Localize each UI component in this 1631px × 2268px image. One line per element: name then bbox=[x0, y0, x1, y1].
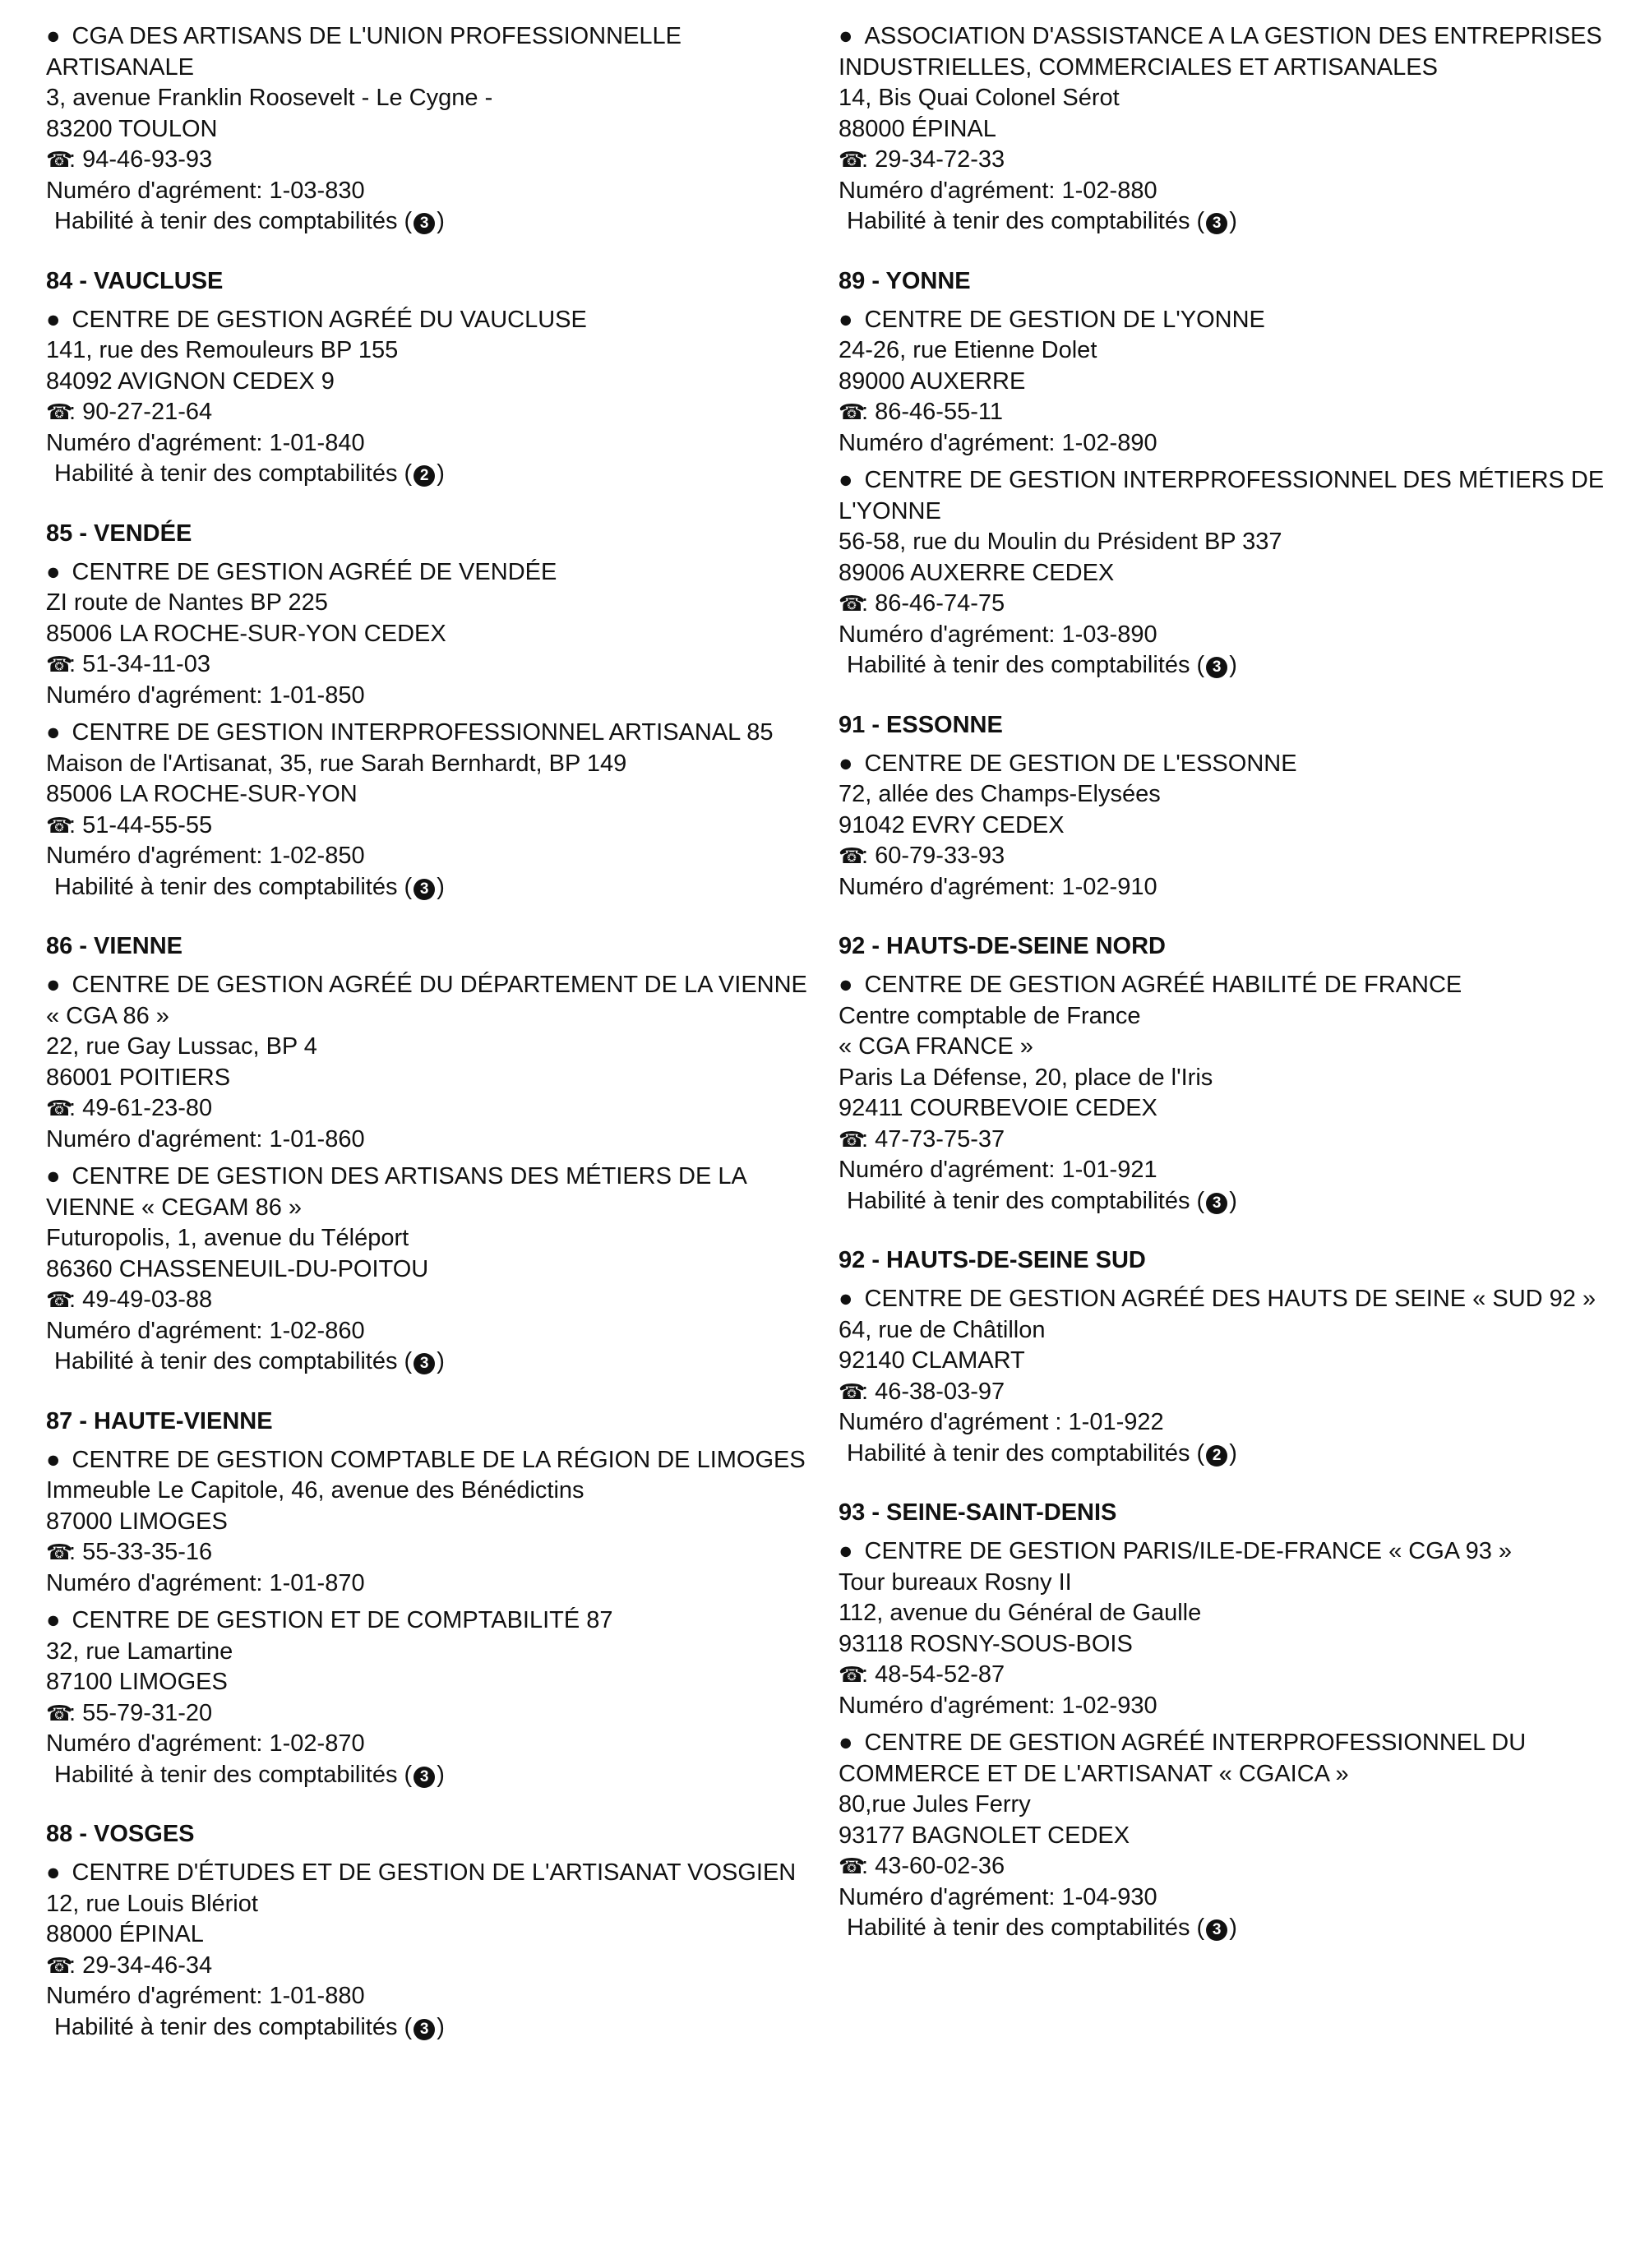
circled-number-badge: 3 bbox=[414, 1767, 435, 1788]
phone-number: : 29-34-46-34 bbox=[69, 1952, 213, 1979]
telephone-icon: ☎ bbox=[46, 147, 73, 172]
center-entry bbox=[46, 970, 819, 1155]
bullet-icon: ● bbox=[46, 558, 61, 585]
phone-line bbox=[46, 145, 819, 176]
address-line: 87000 LIMOGES bbox=[46, 1508, 228, 1535]
phone-number: : 29-34-72-33 bbox=[862, 146, 1005, 173]
phone-number: : 94-46-93-93 bbox=[69, 146, 213, 173]
phone-line bbox=[46, 1698, 819, 1730]
habilite-close: ) bbox=[1229, 652, 1237, 678]
agrement-number: Numéro d'agrément: 1-02-860 bbox=[46, 1317, 365, 1344]
address-line: 92411 COURBEVOIE CEDEX bbox=[839, 1095, 1157, 1121]
agrement-number: Numéro d'agrément : 1-01-922 bbox=[839, 1409, 1164, 1435]
phone-number: : 49-61-23-80 bbox=[69, 1095, 213, 1121]
circled-number-badge: 3 bbox=[414, 1353, 435, 1374]
address-line: Tour bureaux Rosny II bbox=[839, 1568, 1072, 1596]
circled-number-badge: 3 bbox=[1206, 1193, 1227, 1214]
center-entry bbox=[46, 1445, 819, 1600]
bullet-icon: ● bbox=[46, 972, 61, 998]
center-name: CENTRE DE GESTION DE L'ESSONNE bbox=[864, 750, 1297, 777]
circled-number-badge: 3 bbox=[414, 879, 435, 900]
center-entry bbox=[839, 749, 1611, 903]
center-name-line bbox=[46, 970, 819, 1032]
department-heading: 84 - VAUCLUSE bbox=[46, 267, 224, 294]
center-entry bbox=[839, 1536, 1611, 1721]
habilite-text: Habilité à tenir des comptabilités ( bbox=[847, 1187, 1205, 1214]
habilite-text: Habilité à tenir des comptabilités ( bbox=[847, 1439, 1205, 1467]
phone-number: : 43-60-02-36 bbox=[862, 1853, 1005, 1879]
habilite-close: ) bbox=[1229, 1915, 1237, 1941]
habilite-close: ) bbox=[1229, 1187, 1237, 1214]
phone-line bbox=[839, 1125, 1611, 1156]
agrement-number: Numéro d'agrément: 1-03-890 bbox=[839, 621, 1157, 648]
address-line: Centre comptable de France bbox=[839, 1002, 1141, 1029]
address-line: 93177 BAGNOLET CEDEX bbox=[839, 1822, 1130, 1849]
address-line: 84092 AVIGNON CEDEX 9 bbox=[46, 367, 335, 395]
phone-number: : 48-54-52-87 bbox=[862, 1661, 1005, 1688]
habilite-close: ) bbox=[437, 1348, 445, 1374]
department-heading: 89 - YONNE bbox=[839, 267, 971, 294]
habilite-close: ) bbox=[1229, 1439, 1237, 1467]
department-section bbox=[46, 931, 819, 1378]
habilite-text: Habilité à tenir des comptabilités ( bbox=[54, 873, 413, 900]
address-line: 93118 ROSNY-SOUS-BOIS bbox=[839, 1630, 1133, 1657]
agrement-number: Numéro d'agrément: 1-01-860 bbox=[46, 1125, 365, 1152]
center-name-line bbox=[46, 1605, 819, 1637]
habilite-close: ) bbox=[437, 460, 445, 487]
phone-line bbox=[839, 841, 1611, 872]
telephone-icon: ☎ bbox=[46, 812, 73, 838]
habilite-line bbox=[839, 1186, 1611, 1217]
address-line: 14, Bis Quai Colonel Sérot bbox=[839, 85, 1120, 111]
habilite-line bbox=[46, 459, 819, 490]
department-section bbox=[46, 1406, 819, 1791]
habilite-close: ) bbox=[437, 208, 445, 234]
bullet-icon: ● bbox=[839, 1538, 853, 1564]
department-section bbox=[839, 931, 1611, 1217]
center-name-line bbox=[839, 970, 1611, 1001]
habilite-text: Habilité à tenir des comptabilités ( bbox=[54, 208, 413, 234]
bullet-icon: ● bbox=[839, 306, 853, 333]
address-line: « CGA FRANCE » bbox=[839, 1033, 1033, 1060]
circled-number-badge: 3 bbox=[1206, 1919, 1227, 1941]
telephone-icon: ☎ bbox=[46, 1540, 73, 1564]
center-name: CENTRE DE GESTION INTERPROFESSIONNEL ARTISANAL 85 bbox=[72, 719, 774, 746]
habilite-text: Habilité à tenir des comptabilités ( bbox=[54, 1761, 413, 1788]
center-name-line bbox=[839, 21, 1611, 83]
center-name: CENTRE DE GESTION AGRÉÉ HABILITÉ DE FRANCE bbox=[864, 972, 1462, 998]
left-column bbox=[46, 21, 819, 2071]
center-entry bbox=[839, 21, 1611, 238]
agrement-number: Numéro d'agrément: 1-02-930 bbox=[839, 1692, 1157, 1719]
telephone-icon: ☎ bbox=[839, 1126, 866, 1152]
address-line: 86001 POITIERS bbox=[46, 1064, 231, 1091]
phone-number: : 47-73-75-37 bbox=[862, 1125, 1005, 1152]
telephone-icon: ☎ bbox=[839, 400, 866, 424]
center-name: CENTRE D'ÉTUDES ET DE GESTION DE L'ARTISANAT VOSGIEN bbox=[72, 1859, 797, 1886]
circled-number-badge: 3 bbox=[414, 213, 435, 234]
agrement-number: Numéro d'agrément: 1-02-890 bbox=[839, 429, 1157, 456]
phone-number: : 51-34-11-03 bbox=[69, 651, 210, 677]
phone-line bbox=[46, 1285, 819, 1316]
phone-line bbox=[839, 1660, 1611, 1691]
center-name: ASSOCIATION D'ASSISTANCE A LA GESTION DES ENTREPRISES INDUSTRIELLES, COMMERCIALES ET ARTISANALES bbox=[839, 23, 1602, 81]
center-name: CENTRE DE GESTION AGRÉÉ INTERPROFESSIONNEL DU COMMERCE ET DE L'ARTISANAT « CGAICA » bbox=[839, 1730, 1527, 1787]
center-entry bbox=[46, 1162, 819, 1378]
phone-number: : 60-79-33-93 bbox=[862, 843, 1005, 869]
address-line: 72, allée des Champs-Elysées bbox=[839, 781, 1161, 807]
address-line: 85006 LA ROCHE-SUR-YON bbox=[46, 781, 358, 807]
phone-number: : 86-46-74-75 bbox=[862, 590, 1005, 617]
agrement-number: Numéro d'agrément: 1-01-850 bbox=[46, 681, 365, 709]
habilite-close: ) bbox=[1229, 208, 1237, 234]
bullet-icon: ● bbox=[839, 23, 853, 49]
address-line: 92140 CLAMART bbox=[839, 1347, 1025, 1374]
telephone-icon: ☎ bbox=[46, 1700, 73, 1725]
address-line: Futuropolis, 1, avenue du Téléport bbox=[46, 1225, 409, 1251]
center-name: CGA DES ARTISANS DE L'UNION PROFESSIONNELLE ARTISANALE bbox=[46, 23, 682, 81]
phone-line bbox=[46, 1093, 819, 1125]
center-name: CENTRE DE GESTION AGRÉÉ DU DÉPARTEMENT DE LA VIENNE « CGA 86 » bbox=[46, 972, 807, 1029]
center-name-line bbox=[46, 1445, 819, 1476]
bullet-icon: ● bbox=[46, 1607, 61, 1633]
telephone-icon: ☎ bbox=[839, 843, 866, 868]
phone-line bbox=[839, 145, 1611, 176]
telephone-icon: ☎ bbox=[839, 147, 866, 172]
address-line: 141, rue des Remouleurs BP 155 bbox=[46, 337, 399, 363]
habilite-line bbox=[46, 2012, 819, 2044]
bullet-icon: ● bbox=[46, 1446, 61, 1473]
agrement-number: Numéro d'agrément: 1-01-921 bbox=[839, 1157, 1157, 1183]
bullet-icon: ● bbox=[46, 1859, 61, 1886]
circled-number-badge: 2 bbox=[414, 465, 435, 487]
phone-number: : 49-49-03-88 bbox=[69, 1286, 213, 1313]
agrement-number: Numéro d'agrément: 1-04-930 bbox=[839, 1883, 1157, 1910]
agrement-number: Numéro d'agrément: 1-02-870 bbox=[46, 1730, 365, 1757]
address-line: 91042 EVRY CEDEX bbox=[839, 811, 1065, 838]
address-line: 86360 CHASSENEUIL-DU-POITOU bbox=[46, 1255, 429, 1282]
habilite-text: Habilité à tenir des comptabilités ( bbox=[847, 652, 1205, 678]
address-line: 85006 LA ROCHE-SUR-YON CEDEX bbox=[46, 620, 446, 647]
phone-number: : 51-44-55-55 bbox=[69, 811, 213, 838]
circled-number-badge: 3 bbox=[1206, 213, 1227, 234]
center-entry bbox=[839, 465, 1611, 681]
center-name-line bbox=[46, 1858, 819, 1889]
agrement-number: Numéro d'agrément: 1-01-840 bbox=[46, 429, 365, 456]
phone-line bbox=[839, 1377, 1611, 1408]
address-line: 88000 ÉPINAL bbox=[46, 1921, 204, 1947]
habilite-line bbox=[839, 206, 1611, 238]
bullet-icon: ● bbox=[46, 719, 61, 746]
bullet-icon: ● bbox=[839, 750, 853, 777]
bullet-icon: ● bbox=[46, 306, 61, 333]
phone-number: : 55-33-35-16 bbox=[69, 1539, 213, 1565]
bullet-icon: ● bbox=[46, 23, 61, 49]
center-entry bbox=[46, 1858, 819, 2043]
address-line: 3, avenue Franklin Roosevelt - Le Cygne - bbox=[46, 85, 493, 111]
telephone-icon: ☎ bbox=[46, 1096, 73, 1120]
center-entry bbox=[46, 305, 819, 490]
center-name-line bbox=[839, 465, 1611, 527]
center-name-line bbox=[46, 557, 819, 589]
phone-line bbox=[839, 589, 1611, 620]
habilite-line bbox=[839, 650, 1611, 681]
center-entry bbox=[46, 718, 819, 903]
center-name: CENTRE DE GESTION DES ARTISANS DES MÉTIERS DE LA VIENNE « CEGAM 86 » bbox=[46, 1163, 746, 1221]
address-line: 83200 TOULON bbox=[46, 115, 218, 142]
address-line: 89000 AUXERRE bbox=[839, 367, 1026, 395]
bullet-icon: ● bbox=[839, 1730, 853, 1756]
telephone-icon: ☎ bbox=[839, 1379, 866, 1404]
center-name: CENTRE DE GESTION AGRÉÉ DES HAUTS DE SEINE « SUD 92 » bbox=[864, 1286, 1596, 1312]
agrement-number: Numéro d'agrément: 1-02-850 bbox=[46, 843, 365, 869]
telephone-icon: ☎ bbox=[839, 1854, 866, 1878]
department-section bbox=[46, 21, 819, 238]
department-section bbox=[46, 1818, 819, 2043]
center-entry bbox=[839, 305, 1611, 460]
department-section bbox=[839, 1245, 1611, 1469]
telephone-icon: ☎ bbox=[46, 652, 73, 677]
habilite-line bbox=[839, 1439, 1611, 1470]
department-heading: 92 - HAUTS-DE-SEINE SUD bbox=[839, 1247, 1146, 1273]
circled-number-badge: 3 bbox=[1206, 657, 1227, 678]
center-name-line bbox=[46, 718, 819, 749]
phone-line bbox=[46, 397, 819, 428]
address-line: Paris La Défense, 20, place de l'Iris bbox=[839, 1064, 1213, 1091]
center-name-line bbox=[46, 1162, 819, 1223]
center-name: CENTRE DE GESTION ET DE COMPTABILITÉ 87 bbox=[72, 1607, 613, 1633]
habilite-text: Habilité à tenir des comptabilités ( bbox=[54, 2013, 413, 2040]
address-line: 80,rue Jules Ferry bbox=[839, 1791, 1031, 1818]
center-entry bbox=[46, 1605, 819, 1790]
center-name: CENTRE DE GESTION AGRÉÉ DE VENDÉE bbox=[72, 558, 557, 585]
department-heading: 86 - VIENNE bbox=[46, 933, 183, 959]
center-entry bbox=[839, 1728, 1611, 1944]
center-entry bbox=[839, 970, 1611, 1217]
habilite-line bbox=[839, 1913, 1611, 1944]
phone-line bbox=[46, 1951, 819, 1982]
center-entry bbox=[46, 21, 819, 238]
habilite-close: ) bbox=[437, 873, 445, 900]
agrement-number: Numéro d'agrément: 1-03-830 bbox=[46, 177, 365, 204]
phone-line bbox=[46, 649, 819, 681]
center-name-line bbox=[839, 1536, 1611, 1568]
center-name: CENTRE DE GESTION INTERPROFESSIONNEL DES MÉTIERS DE L'YONNE bbox=[839, 467, 1605, 524]
bullet-icon: ● bbox=[839, 467, 853, 493]
circled-number-badge: 3 bbox=[414, 2019, 435, 2040]
department-section bbox=[839, 1497, 1611, 1944]
habilite-line bbox=[46, 1346, 819, 1378]
department-heading: 87 - HAUTE-VIENNE bbox=[46, 1407, 273, 1434]
department-section bbox=[46, 266, 819, 490]
center-name: CENTRE DE GESTION PARIS/ILE-DE-FRANCE « CGA 93 » bbox=[864, 1538, 1513, 1564]
center-name-line bbox=[46, 305, 819, 336]
center-entry bbox=[46, 557, 819, 712]
address-line: 24-26, rue Etienne Dolet bbox=[839, 337, 1097, 363]
address-line: ZI route de Nantes BP 225 bbox=[46, 589, 328, 616]
habilite-line bbox=[46, 872, 819, 903]
bullet-icon: ● bbox=[839, 972, 853, 998]
department-section bbox=[839, 709, 1611, 903]
habilite-text: Habilité à tenir des comptabilités ( bbox=[847, 208, 1205, 234]
address-line: 56-58, rue du Moulin du Président BP 337 bbox=[839, 529, 1282, 555]
phone-number: : 86-46-55-11 bbox=[862, 399, 1003, 425]
phone-line bbox=[839, 1851, 1611, 1882]
center-name-line bbox=[839, 749, 1611, 780]
center-entry bbox=[839, 1284, 1611, 1469]
phone-line bbox=[839, 397, 1611, 428]
department-heading: 88 - VOSGES bbox=[46, 1821, 195, 1847]
habilite-text: Habilité à tenir des comptabilités ( bbox=[847, 1915, 1205, 1941]
center-name-line bbox=[839, 305, 1611, 336]
phone-number: : 46-38-03-97 bbox=[862, 1378, 1005, 1405]
address-line: 89006 AUXERRE CEDEX bbox=[839, 559, 1115, 586]
address-line: Maison de l'Artisanat, 35, rue Sarah Bernhardt, BP 149 bbox=[46, 750, 627, 777]
center-name-line bbox=[46, 21, 819, 83]
department-heading: 91 - ESSONNE bbox=[839, 711, 1003, 738]
department-section bbox=[839, 266, 1611, 681]
phone-number: : 90-27-21-64 bbox=[69, 399, 213, 425]
circled-number-badge: 2 bbox=[1206, 1445, 1227, 1467]
right-column bbox=[839, 21, 1611, 1972]
address-line: 112, avenue du Général de Gaulle bbox=[839, 1600, 1202, 1626]
department-heading: 85 - VENDÉE bbox=[46, 520, 192, 547]
address-line: 22, rue Gay Lussac, BP 4 bbox=[46, 1033, 317, 1060]
phone-number: : 55-79-31-20 bbox=[69, 1699, 213, 1726]
habilite-close: ) bbox=[437, 1761, 445, 1788]
address-line: 87100 LIMOGES bbox=[46, 1669, 228, 1695]
address-line: 12, rue Louis Blériot bbox=[46, 1890, 258, 1917]
center-name-line bbox=[839, 1284, 1611, 1315]
center-name-line bbox=[839, 1728, 1611, 1790]
habilite-line bbox=[46, 1760, 819, 1791]
address-line: 32, rue Lamartine bbox=[46, 1637, 233, 1665]
phone-line bbox=[46, 1537, 819, 1568]
telephone-icon: ☎ bbox=[46, 1287, 73, 1312]
center-name: CENTRE DE GESTION COMPTABLE DE LA RÉGION DE LIMOGES bbox=[72, 1446, 806, 1473]
agrement-number: Numéro d'agrément: 1-02-880 bbox=[839, 177, 1157, 204]
habilite-line bbox=[46, 206, 819, 238]
agrement-number: Numéro d'agrément: 1-02-910 bbox=[839, 873, 1157, 900]
phone-line bbox=[46, 811, 819, 842]
department-heading: 92 - HAUTS-DE-SEINE NORD bbox=[839, 933, 1166, 959]
agrement-number: Numéro d'agrément: 1-01-880 bbox=[46, 1983, 365, 2009]
department-heading: 93 - SEINE-SAINT-DENIS bbox=[839, 1499, 1117, 1526]
center-name: CENTRE DE GESTION DE L'YONNE bbox=[864, 306, 1265, 333]
telephone-icon: ☎ bbox=[46, 1952, 73, 1978]
department-section bbox=[46, 518, 819, 903]
habilite-close: ) bbox=[437, 2013, 445, 2040]
center-name: CENTRE DE GESTION AGRÉÉ DU VAUCLUSE bbox=[72, 306, 587, 333]
address-line: 64, rue de Châtillon bbox=[839, 1316, 1046, 1343]
telephone-icon: ☎ bbox=[839, 591, 866, 616]
habilite-text: Habilité à tenir des comptabilités ( bbox=[54, 1348, 413, 1374]
address-line: 88000 ÉPINAL bbox=[839, 115, 996, 142]
telephone-icon: ☎ bbox=[839, 1662, 866, 1687]
department-section bbox=[839, 21, 1611, 238]
telephone-icon: ☎ bbox=[46, 400, 73, 424]
habilite-text: Habilité à tenir des comptabilités ( bbox=[54, 460, 413, 487]
bullet-icon: ● bbox=[839, 1286, 853, 1312]
bullet-icon: ● bbox=[46, 1163, 61, 1189]
agrement-number: Numéro d'agrément: 1-01-870 bbox=[46, 1569, 365, 1596]
address-line: Immeuble Le Capitole, 46, avenue des Bénédictins bbox=[46, 1477, 584, 1504]
